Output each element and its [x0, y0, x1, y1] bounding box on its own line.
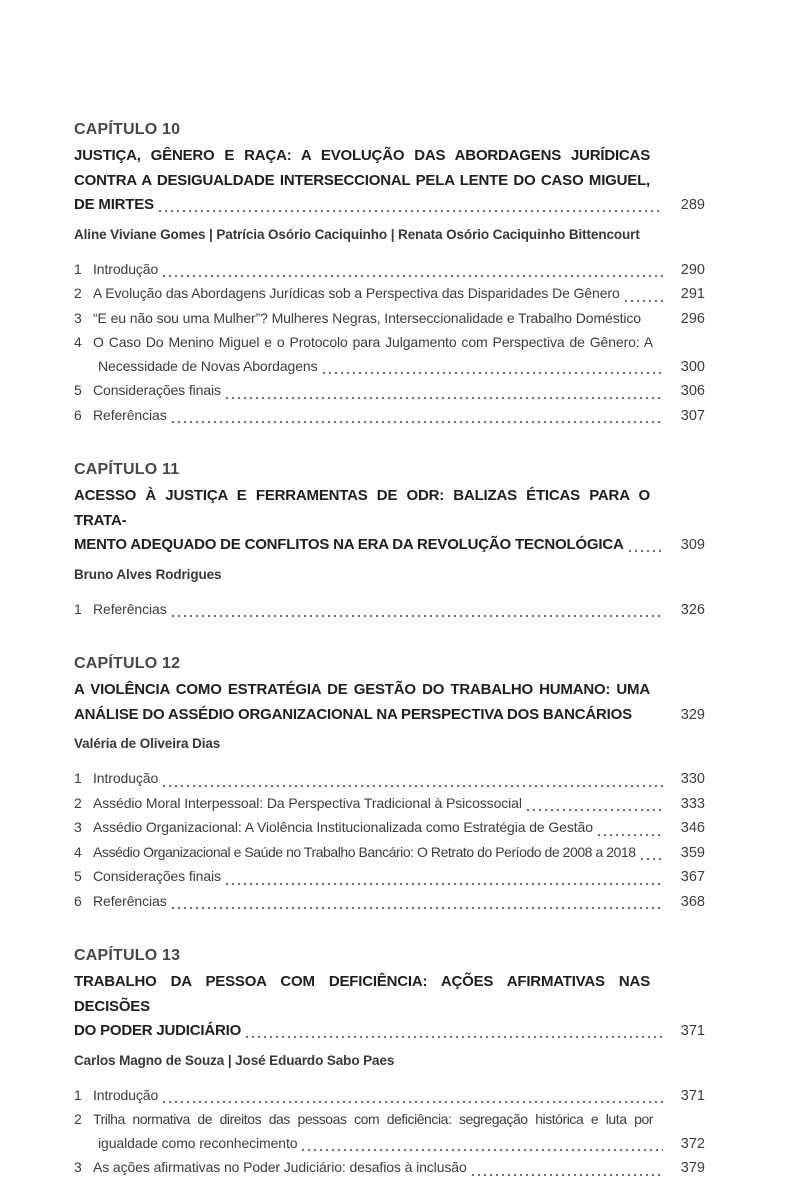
authors-line: Bruno Alves Rodrigues: [74, 566, 222, 582]
item-page-number: 372: [680, 1135, 705, 1152]
item-title-text: Assédio Organizacional e Saúde no Trabalho Bancário: O Retrato do Período de 2008 a 2018: [93, 843, 636, 860]
item-entry: [93, 816, 705, 841]
item-entry: [93, 282, 705, 307]
item-leader-dots: [644, 323, 663, 327]
item-page-number: 367: [680, 869, 705, 885]
item-page-number: 371: [680, 1087, 705, 1104]
authors-line: Aline Viviane Gomes | Patrícia Osório Caciquinho | Renata Osório Caciquinho Bittencourt: [74, 226, 640, 242]
chapter-title-line: [74, 1019, 705, 1044]
item-number: 4: [74, 843, 82, 860]
item-page-number: 300: [680, 358, 705, 375]
item-title-text: Introdução: [93, 770, 159, 786]
item-number: 4: [74, 334, 82, 350]
item-title-line: [93, 890, 705, 915]
item-number: 5: [74, 868, 82, 884]
chapter-items: [74, 1084, 705, 1181]
toc-item: [74, 598, 705, 623]
toc-item: [74, 331, 705, 379]
title-page-number: 309: [680, 537, 705, 553]
item-leader-dots: [639, 857, 663, 861]
authors-line: Valéria de Oliveira Dias: [74, 736, 221, 751]
chapter-title-line: JUSTIÇA, GÊNERO E RAÇA: A EVOLUÇÃO DAS ABORDAGENS JURÍDICAS: [74, 147, 650, 164]
item-entry: [93, 258, 705, 283]
item-title-line: O Caso Do Menino Miguel e o Protocolo para Julgamento com Perspectiva de Gênero: A: [93, 334, 653, 350]
item-title-line: [93, 1084, 705, 1109]
chapter-label: CAPÍTULO 12: [74, 655, 181, 672]
item-number: 2: [74, 285, 82, 301]
item-page-number: 333: [680, 795, 705, 812]
item-page-number: 379: [680, 1160, 705, 1176]
title-leader-dots: [635, 718, 663, 722]
item-leader-dots: [170, 420, 663, 424]
chapter-section: [74, 458, 705, 622]
item-number: 2: [74, 794, 82, 811]
item-leader-dots: [170, 614, 663, 618]
chapter-title-line: [74, 193, 705, 218]
item-entry: [93, 792, 705, 817]
item-title-line: [93, 841, 705, 866]
item-number: 1: [74, 260, 82, 277]
item-leader-dots: [161, 784, 663, 788]
item-title-line: [93, 1132, 705, 1157]
item-title-line: [93, 355, 705, 380]
item-leader-dots: [321, 371, 664, 375]
item-entry: [93, 379, 705, 404]
item-title-line: [93, 865, 705, 890]
item-title-text: As ações afirmativas no Poder Judiciário: desafios à inclusão: [93, 1159, 467, 1175]
item-title-line: [93, 258, 705, 283]
item-leader-dots: [525, 808, 663, 812]
item-number: 3: [74, 309, 82, 326]
chapter-items: [74, 258, 705, 429]
item-entry: [93, 1108, 705, 1156]
title-leader-dots: [627, 549, 663, 553]
item-leader-dots: [161, 1100, 663, 1104]
item-page-number: 346: [680, 820, 705, 836]
item-title-line: [93, 816, 705, 841]
title-page-number: 329: [680, 706, 705, 723]
item-title-line: [93, 1156, 705, 1181]
chapter-items: [74, 767, 705, 914]
chapter-title-text: DO PODER JUDICIÁRIO: [74, 1022, 242, 1039]
item-page-number: 368: [680, 893, 705, 910]
title-leader-dots: [157, 209, 663, 213]
toc-item: [74, 307, 705, 332]
chapter-title: [74, 144, 705, 218]
item-page-number: 296: [680, 310, 705, 327]
title-page-number: 371: [680, 1023, 705, 1039]
item-leader-dots: [224, 882, 663, 886]
item-title-text: Introdução: [93, 260, 159, 277]
chapter-title-line: ACESSO À JUSTIÇA E FERRAMENTAS DE ODR: BALIZAS ÉTICAS PARA O TRATA-: [74, 487, 650, 529]
title-leader-dots: [244, 1035, 663, 1039]
item-number: 2: [74, 1111, 82, 1127]
chapter-section: [74, 118, 705, 428]
item-entry: [93, 841, 705, 866]
item-number: 1: [74, 770, 82, 786]
chapter-title-line: CONTRA A DESIGUALDADE INTERSECCIONAL PELA LENTE DO CASO MIGUEL,: [74, 171, 650, 189]
chapter-title-line: [74, 533, 705, 558]
toc-item: [74, 1084, 705, 1109]
item-entry: [93, 767, 705, 792]
item-entry: [93, 307, 705, 332]
item-page-number: 291: [680, 286, 705, 302]
item-title-text: Considerações finais: [93, 868, 221, 884]
item-leader-dots: [596, 833, 663, 837]
toc-item: [74, 865, 705, 890]
toc-item: [74, 841, 705, 866]
chapter-label: CAPÍTULO 13: [74, 947, 181, 964]
item-leader-dots: [170, 906, 663, 910]
chapter-title: [74, 484, 705, 558]
chapter-title-text: MENTO ADEQUADO DE CONFLITOS NA ERA DA REVOLUÇÃO TECNOLÓGICA: [74, 536, 624, 553]
chapter-section: [74, 652, 705, 914]
item-entry: [93, 404, 705, 429]
item-title-text: Referências: [93, 406, 167, 423]
item-title-text: A Evolução das Abordagens Jurídicas sob a Perspectiva das Disparidades De Gênero: [93, 285, 620, 301]
item-title-text: “E eu não sou uma Mulher”? Mulheres Negras, Interseccionalidade e Trabalho Doméstico: [93, 309, 641, 326]
item-entry: [93, 1156, 705, 1181]
chapter-label: CAPÍTULO 10: [74, 121, 181, 138]
item-title-text: Assédio Moral Interpessoal: Da Perspectiva Tradicional à Psicossocial: [93, 794, 522, 811]
toc-item: [74, 404, 705, 429]
item-title-line: [93, 598, 705, 623]
item-number: 6: [74, 406, 82, 423]
item-title-line: [93, 404, 705, 429]
item-number: 3: [74, 1159, 82, 1175]
item-title-text: Referências: [93, 892, 167, 909]
chapter-items: [74, 598, 705, 623]
toc-item: [74, 258, 705, 283]
chapter-section: [74, 944, 705, 1181]
item-leader-dots: [161, 274, 663, 278]
item-entry: [93, 331, 705, 379]
item-entry: [93, 1084, 705, 1109]
item-page-number: 290: [680, 261, 705, 278]
item-title-text: Introdução: [93, 1086, 159, 1103]
item-entry: [93, 890, 705, 915]
chapter-title-line: TRABALHO DA PESSOA COM DEFICIÊNCIA: AÇÕES AFIRMATIVAS NAS DECISÕES: [74, 973, 650, 1015]
item-title-text: Assédio Organizacional: A Violência Institucionalizada como Estratégia de Gestão: [93, 819, 593, 835]
item-title-text: Necessidade de Novas Abordagens: [98, 357, 318, 374]
item-page-number: 359: [680, 844, 705, 861]
item-title-text: igualdade como reconhecimento: [98, 1134, 298, 1151]
item-title-line: Trilha normativa de direitos das pessoas com deficiência: segregação histórica e luta por: [93, 1111, 653, 1127]
item-title-line: [93, 282, 705, 307]
toc-item: [74, 282, 705, 307]
item-number: 5: [74, 382, 82, 398]
item-page-number: 330: [680, 771, 705, 787]
item-number: 1: [74, 1086, 82, 1103]
item-page-number: 306: [680, 383, 705, 399]
toc-item: [74, 792, 705, 817]
chapter-title-line: [74, 703, 705, 728]
title-page-number: 289: [680, 197, 705, 213]
item-title-line: [93, 767, 705, 792]
item-leader-dots: [224, 396, 663, 400]
toc-item: [74, 379, 705, 404]
toc-item: [74, 1156, 705, 1181]
item-title-text: Referências: [93, 600, 167, 617]
item-title-line: [93, 307, 705, 332]
item-entry: [93, 598, 705, 623]
toc-item: [74, 767, 705, 792]
item-leader-dots: [623, 299, 663, 303]
item-page-number: 307: [680, 407, 705, 424]
toc-item: [74, 816, 705, 841]
item-number: 3: [74, 819, 82, 835]
chapter-title-line: A VIOLÊNCIA COMO ESTRATÉGIA DE GESTÃO DO TRABALHO HUMANO: UMA: [74, 681, 650, 698]
chapter-title-text: DE MIRTES: [74, 196, 154, 213]
chapter-label: CAPÍTULO 11: [74, 461, 180, 478]
toc-item: [74, 1108, 705, 1156]
chapter-title-text: ANÁLISE DO ASSÉDIO ORGANIZACIONAL NA PERSPECTIVA DOS BANCÁRIOS: [74, 705, 632, 723]
item-number: 6: [74, 892, 82, 909]
item-number: 1: [74, 600, 82, 617]
chapter-title: [74, 678, 705, 727]
toc-item: [74, 890, 705, 915]
authors-line: Carlos Magno de Souza | José Eduardo Sabo Paes: [74, 1052, 395, 1068]
item-entry: [93, 865, 705, 890]
item-leader-dots: [470, 1173, 663, 1177]
item-title-text: Considerações finais: [93, 382, 221, 398]
item-leader-dots: [300, 1148, 663, 1152]
item-title-line: [93, 792, 705, 817]
item-title-line: [93, 379, 705, 404]
chapter-title: [74, 970, 705, 1044]
item-page-number: 326: [680, 601, 705, 618]
